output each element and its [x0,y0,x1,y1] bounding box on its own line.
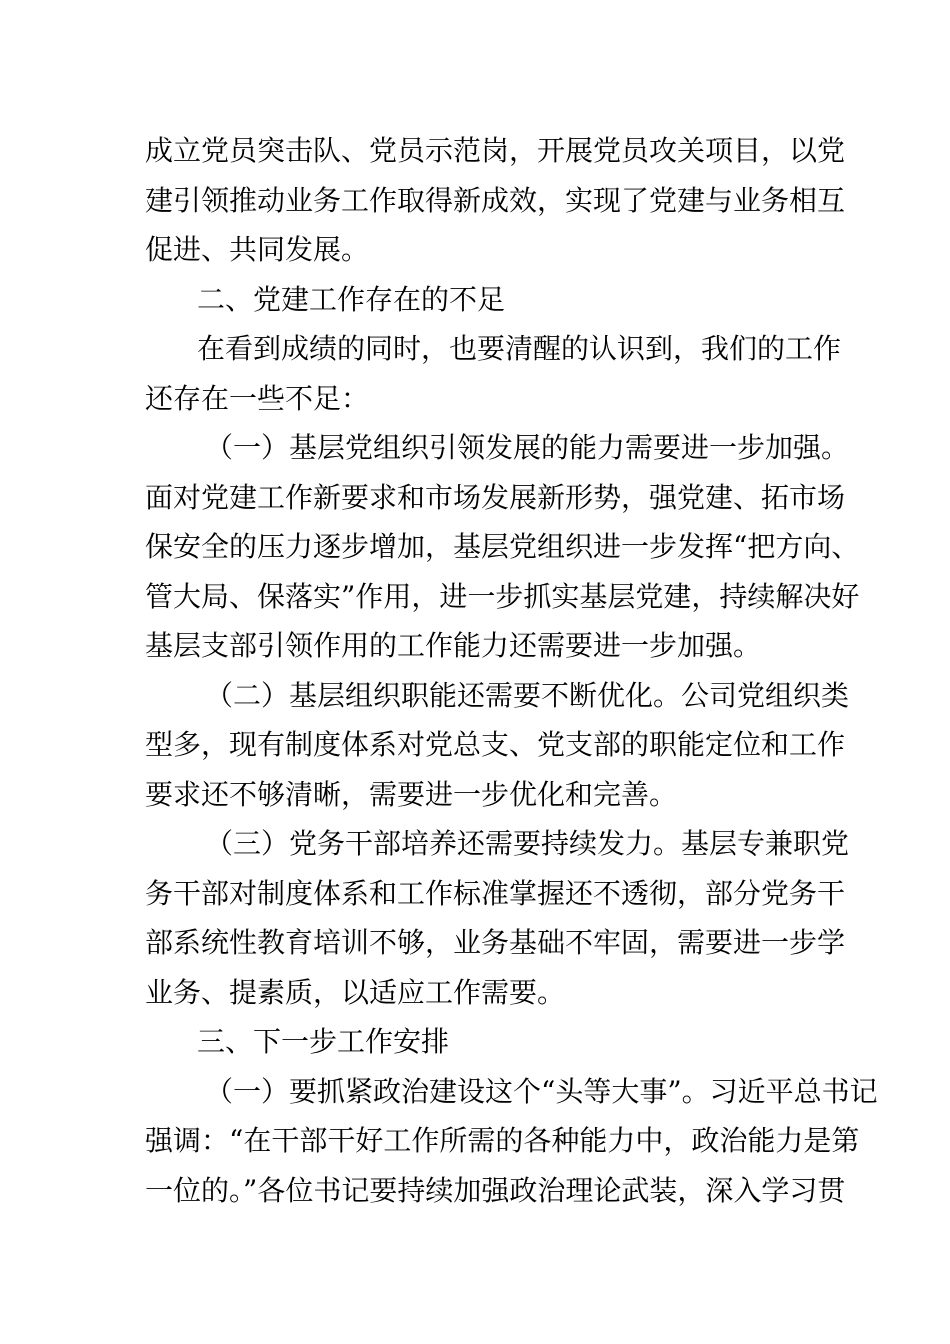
paragraph-line: 要求还不够清晰，需要进一步优化和完善。 [145,777,678,811]
section-heading: 二、党建工作存在的不足 [197,282,506,316]
paragraph-line: 一位的。”各位书记要持续加强政治理论武装，深入学习贯 [145,1173,846,1207]
paragraph-line: 成立党员突击队、党员示范岗，开展党员攻关项目，以党 [145,134,846,167]
paragraph-line: 业务、提素质，以适应工作需要。 [145,975,566,1009]
paragraph-line: 在看到成绩的同时，也要清醒的认识到，我们的工作 [197,332,842,365]
paragraph-line: 保安全的压力逐步增加，基层党组织进一步发挥“把方向、 [145,530,860,563]
paragraph-line: 促进、共同发展。 [145,233,370,266]
paragraph-line: 型多，现有制度体系对党总支、党支部的职能定位和工作 [145,728,846,761]
document-body [145,126,878,1215]
paragraph-line: 务干部对制度体系和工作标准掌握还不透彻，部分党务干 [145,876,846,910]
paragraph-line: 强调：“在干部干好工作所需的各种能力中，政治能力是第 [145,1124,860,1157]
subsection-heading: （三）党务干部培养还需要持续发力。基层专兼职党 [205,827,850,860]
subsection-heading: （一）要抓紧政治建设这个“头等大事”。习近平总书记 [205,1074,878,1108]
section-heading: 三、下一步工作安排 [197,1025,450,1058]
subsection-heading: （一）基层党组织引领发展的能力需要进一步加强。 [205,431,850,464]
paragraph-line: 建引领推动业务工作取得新成效，实现了党建与业务相互 [145,183,846,217]
paragraph-line: 还存在一些不足： [145,381,370,415]
subsection-heading: （二）基层组织职能还需要不断优化。公司党组织类 [205,678,850,712]
paragraph-line: 管大局、保落实”作用，进一步抓实基层党建，持续解决好 [145,579,860,613]
paragraph-line: 基层支部引领作用的工作能力还需要进一步加强。 [145,629,762,662]
paragraph-line: 面对党建工作新要求和市场发展新形势，强党建、拓市场 [145,480,846,514]
paragraph-line: 部系统性教育培训不够，业务基础不牢固，需要进一步学 [145,926,846,959]
